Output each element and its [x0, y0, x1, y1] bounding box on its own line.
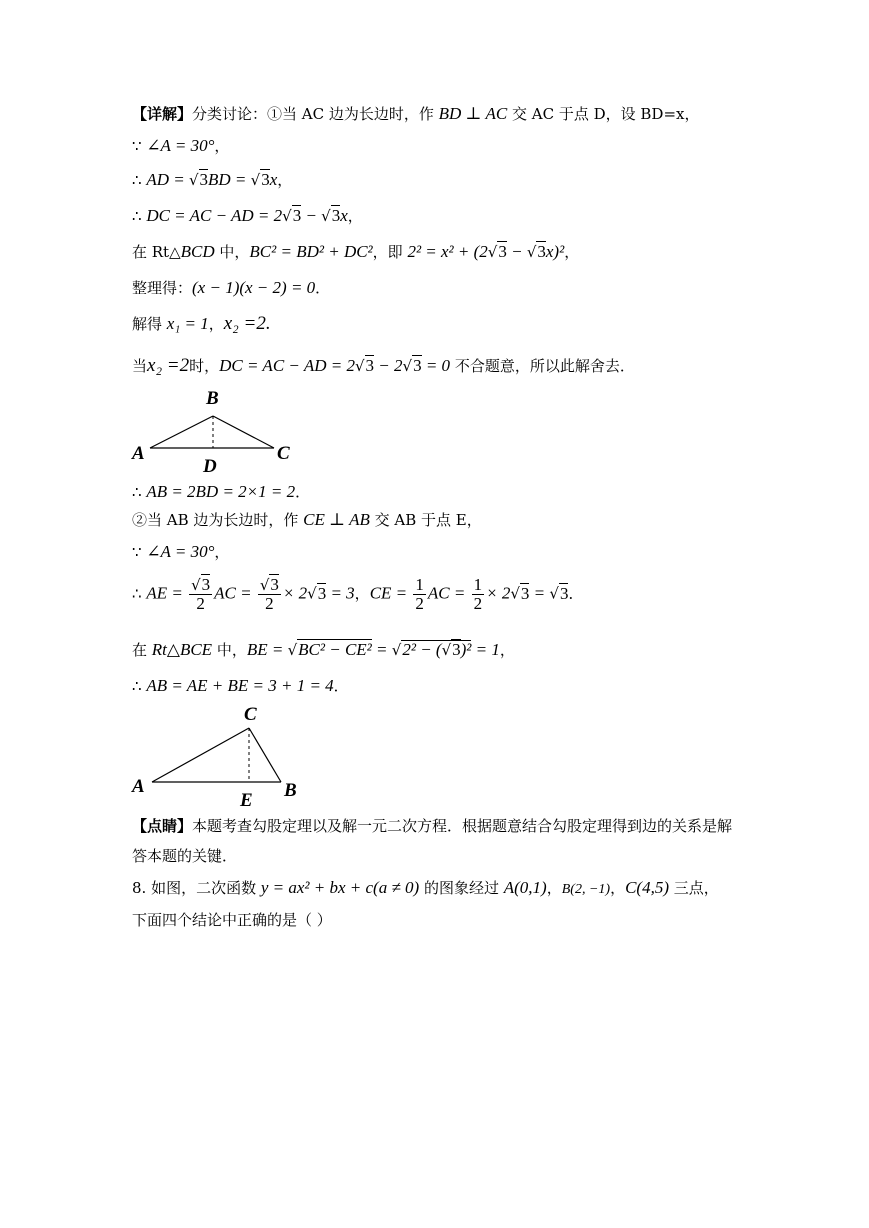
- section-label-comment: 【点睛】: [132, 817, 193, 835]
- solution-line-13: 在 Rt△BCE 中，BE = √BC² − CE² = √2² − (√3)² = 1，: [132, 640, 515, 659]
- question-8-line-2: 下面四个结论中正确的是（ ）: [132, 911, 332, 929]
- solution-line-11: ∵ ∠A = 30°，: [132, 542, 230, 561]
- label-e: E: [240, 790, 253, 811]
- label-d: D: [203, 456, 217, 476]
- solution-line-8: 当x₂ =2时，DC = AC − AD = 2√3 − 2√3 = 0 不合题意，所以此解舍去．: [132, 355, 635, 376]
- label-a: A: [132, 443, 145, 464]
- segment-ab: [150, 416, 213, 448]
- solution-line-14: ∴ AB = AE + BE = 3 + 1 = 4．: [132, 676, 349, 695]
- solution-line-1: 【详解】分类讨论：①当 AC 边为长边时，作 BD ⊥ AC 交 AC 于点 D，设 BD=x，: [132, 104, 700, 123]
- label-a: A: [132, 776, 145, 797]
- solution-line-6: 整理得：(x − 1)(x − 2) = 0．: [132, 278, 331, 297]
- label-c: C: [244, 704, 257, 725]
- triangle-abc-figure: [126, 384, 306, 476]
- comment-line-1: 【点睛】本题考查勾股定理以及解一元二次方程．根据题意结合勾股定理得到边的关系是解: [132, 817, 733, 835]
- solution-line-5: 在 Rt△BCD 中，BC² = BD² + DC²，即 2² = x² + (2√3 − √3x)²，: [132, 242, 580, 261]
- label-b: B: [206, 388, 219, 409]
- solution-line-2: ∵ ∠A = 30°，: [132, 136, 230, 155]
- solution-line-4: ∴ DC = AC − AD = 2√3 − √3x，: [132, 206, 363, 225]
- segment-ac: [152, 728, 249, 782]
- question-8-line-1: 8. 如图，二次函数 y = ax² + bx + c(a ≠ 0) 的图象经过 A(0,1)，B(2, −1)，C(4,5) 三点，: [132, 878, 719, 897]
- section-label-detail: 【详解】: [132, 105, 193, 123]
- solution-line-10: ②当 AB 边为长边时，作 CE ⊥ AB 交 AB 于点 E，: [132, 510, 482, 529]
- solution-line-12: ∴ AE = $\frac{√3}{2}$ AC = $\frac{√3}{2}$ × 2√3 = 3，CE = $\frac{1}{2}$ AC = $\frac{1}{2}$ × 2√3 = √3．: [132, 575, 584, 613]
- fraction-1-over-2: $\frac{1}{2}$: [415, 575, 424, 613]
- fraction-1-over-2: $\frac{1}{2}$: [473, 575, 483, 613]
- fraction-sqrt3-over-2: $\frac{√3}{2}$: [259, 575, 279, 613]
- triangle-acb-figure: [126, 700, 306, 812]
- solution-line-7: 解得 x₁ = 1，x₂ =2.: [132, 313, 271, 334]
- segment-cb: [249, 728, 281, 782]
- solution-line-9: ∴ AB = 2BD = 2×1 = 2．: [132, 482, 311, 501]
- label-b: B: [284, 780, 297, 801]
- fraction-sqrt3-over-2: $\frac{√3}{2}$: [191, 575, 211, 613]
- solution-line-3: ∴ AD = √3BD = √3x，: [132, 170, 293, 189]
- label-c: C: [277, 443, 290, 464]
- segment-bc: [213, 416, 274, 448]
- comment-line-2: 答本题的关键．: [132, 847, 238, 865]
